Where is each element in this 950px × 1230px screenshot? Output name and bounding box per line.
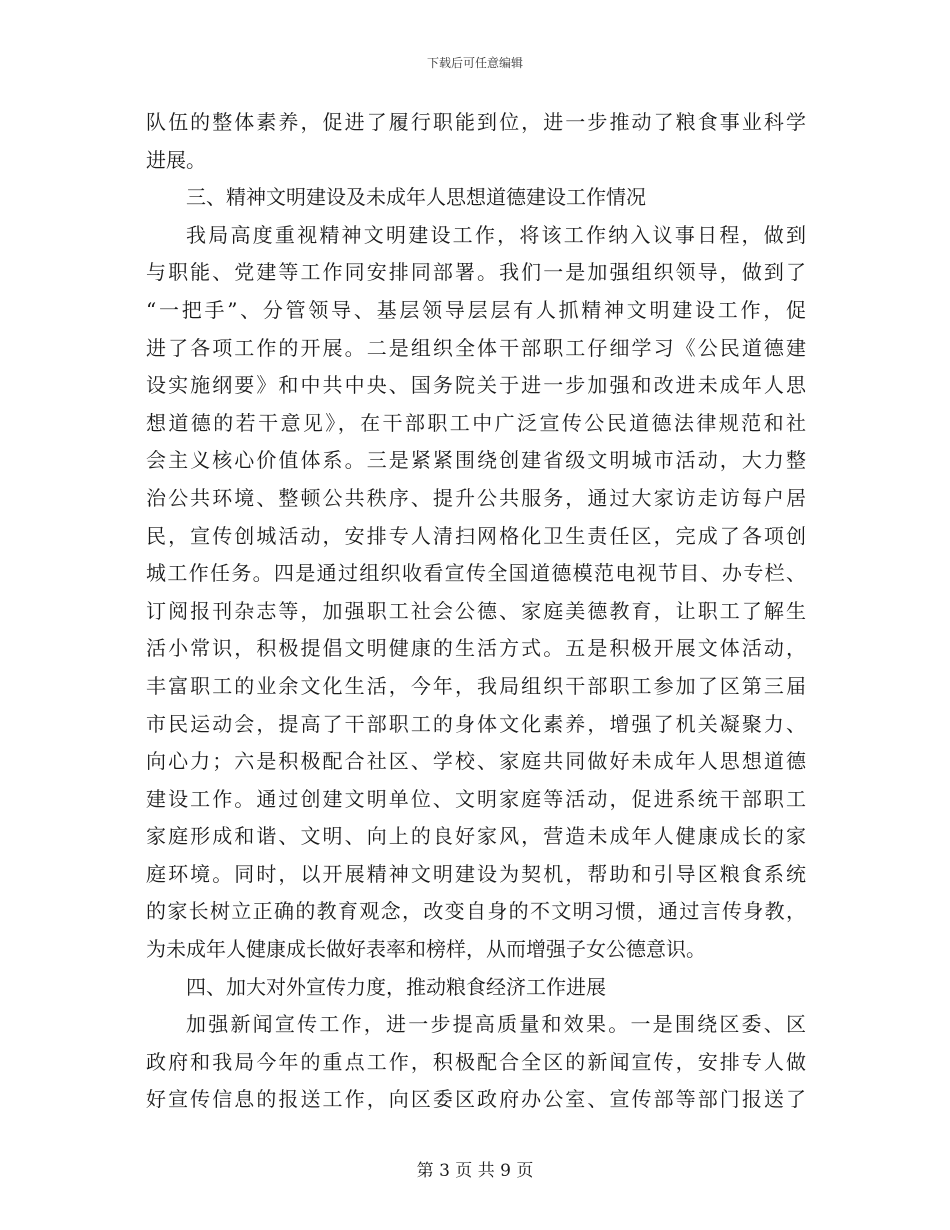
text-line: 队伍的整体素养，促进了履行职能到位，进一步推动了粮食事业科学: [146, 110, 806, 134]
text-line: 四、加大对外宣传力度，推动粮食经济工作进展: [186, 974, 606, 999]
text-line: “一把手”、分管领导、基层领导层层有人抓精神文明建设工作，促: [146, 297, 806, 322]
text-line: 家庭形成和谐、文明、向上的良好家风，营造未成年人健康成长的家: [146, 824, 806, 849]
text-line: 治公共环境、整顿公共秩序、提升公共服务，通过大家访走访每户居: [146, 485, 806, 510]
document-body: [146, 104, 806, 1119]
text-line: 进了各项工作的开展。二是组织全体干部职工仔细学习《公民道德建: [146, 335, 806, 360]
text-line: 城工作任务。四是通过组织收看宣传全国道德模范电视节目、办专栏、: [146, 561, 806, 586]
text-line: 我局高度重视精神文明建设工作，将该工作纳入议事日程，做到: [186, 222, 806, 247]
text-line: 庭环境。同时，以开展精神文明建设为契机，帮助和引导区粮食系统: [146, 861, 806, 886]
page-header: 下载后可任意编辑: [426, 56, 523, 70]
text-line: 民，宣传创城活动，安排专人清扫网格化卫生责任区，完成了各项创: [146, 523, 806, 548]
text-line: 市民运动会，提高了干部职工的身体文化素养，增强了机关凝聚力、: [146, 711, 806, 736]
text-line: 活小常识，积极提倡文明健康的生活方式。五是积极开展文体活动，: [146, 636, 806, 661]
text-line: 为未成年人健康成长做好表率和榜样，从而增强子女公德意识。: [146, 937, 706, 962]
text-line: 想道德的若干意见》，在干部职工中广泛宣传公民道德法律规范和社: [146, 410, 806, 435]
text-line: 会主义核心价值体系。三是紧紧围绕创建省级文明城市活动，大力整: [146, 448, 806, 473]
text-line: 好宣传信息的报送工作，向区委区政府办公室、宣传部等部门报送了: [146, 1087, 806, 1112]
text-line: 建设工作。通过创建文明单位、文明家庭等活动，促进系统干部职工: [146, 786, 806, 811]
text-line: 向心力；六是积极配合社区、学校、家庭共同做好未成年人思想道德: [146, 749, 806, 774]
page-number-footer: 第 3 页 共 9 页: [416, 1161, 534, 1181]
text-line: 订阅报刊杂志等，加强职工社会公德、家庭美德教育，让职工了解生: [146, 598, 806, 623]
text-line: 与职能、党建等工作同安排同部署。我们一是加强组织领导，做到了: [146, 260, 806, 285]
text-line: 进展。: [146, 147, 206, 172]
text-line: 丰富职工的业余文化生活，今年，我局组织干部职工参加了区第三届: [146, 673, 806, 698]
text-line: 政府和我局今年的重点工作，积极配合全区的新闻宣传，安排专人做: [146, 1049, 806, 1074]
text-line: 加强新闻宣传工作，进一步提高质量和效果。一是围绕区委、区: [186, 1012, 806, 1037]
text-line: 设实施纲要》和中共中央、国务院关于进一步加强和改进未成年人思: [146, 373, 806, 398]
text-line: 三、精神文明建设及未成年人思想道德建设工作情况: [186, 185, 646, 210]
text-line: 的家长树立正确的教育观念，改变自身的不文明习惯，通过言传身教，: [146, 899, 806, 924]
